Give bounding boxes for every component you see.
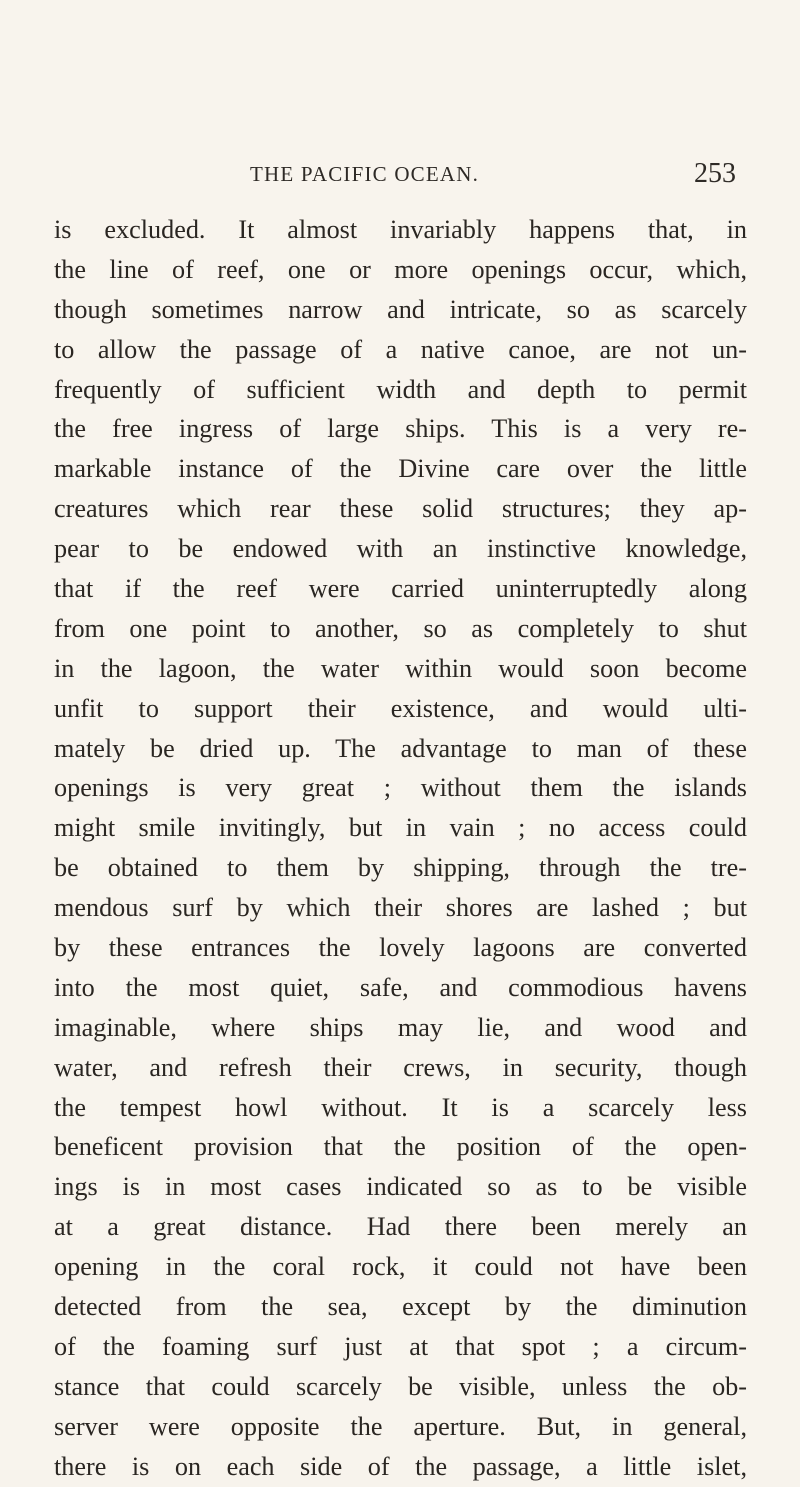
text-line: water, and refresh their crews, in security, though xyxy=(54,1052,747,1082)
text-line: creatures which rear these solid structures; they ap- xyxy=(54,494,747,524)
text-line: opening in the coral rock, it could not have been xyxy=(54,1252,747,1282)
body-text xyxy=(54,210,747,1487)
page-number: 253 xyxy=(694,158,736,189)
text-line: at a great distance. Had there been merely an xyxy=(54,1212,747,1242)
text-line: openings is very great ; without them the islands xyxy=(54,773,747,803)
text-line: from one point to another, so as completely to shut xyxy=(54,613,747,643)
text-line: might smile invitingly, but in vain ; no access could xyxy=(54,813,747,843)
text-line: markable instance of the Divine care over the little xyxy=(54,454,747,484)
text-line: the free ingress of large ships. This is a very re- xyxy=(54,414,747,444)
text-line: by these entrances the lovely lagoons are converted xyxy=(54,933,747,963)
text-line: detected from the sea, except by the diminution xyxy=(54,1292,747,1322)
text-line: pear to be endowed with an instinctive knowledge, xyxy=(54,534,747,564)
running-head: THE PACIFIC OCEAN. xyxy=(250,162,480,186)
text-line: into the most quiet, safe, and commodious havens xyxy=(54,972,747,1002)
text-line: unfit to support their existence, and would ulti- xyxy=(54,693,747,723)
text-line: though sometimes narrow and intricate, so as scarcely xyxy=(54,294,747,324)
text-line: ings is in most cases indicated so as to be visible xyxy=(54,1172,747,1202)
text-line: frequently of sufficient width and depth to permit xyxy=(54,374,747,404)
page-header xyxy=(0,158,800,198)
text-line: the tempest howl without. It is a scarcely less xyxy=(54,1092,747,1122)
text-line: of the foaming surf just at that spot ; a circum- xyxy=(54,1331,747,1361)
text-line: stance that could scarcely be visible, unless the ob- xyxy=(54,1371,747,1401)
text-line: the line of reef, one or more openings occur, which, xyxy=(54,254,747,284)
text-line: to allow the passage of a native canoe, are not un- xyxy=(54,334,747,364)
text-line: is excluded. It almost invariably happens that, in xyxy=(54,215,747,244)
text-line: that if the reef were carried uninterruptedly along xyxy=(54,574,747,604)
text-line: there is on each side of the passage, a little islet, xyxy=(54,1451,747,1481)
text-line: be obtained to them by shipping, through the tre- xyxy=(54,853,747,883)
text-line: mendous surf by which their shores are lashed ; but xyxy=(54,893,747,923)
text-line: mately be dried up. The advantage to man of these xyxy=(54,733,747,763)
text-line: beneficent provision that the position of the open- xyxy=(54,1132,747,1162)
text-line: in the lagoon, the water within would soon become xyxy=(54,653,747,683)
text-line: imaginable, where ships may lie, and wood and xyxy=(54,1012,747,1042)
text-line: server were opposite the aperture. But, in general, xyxy=(54,1411,747,1441)
